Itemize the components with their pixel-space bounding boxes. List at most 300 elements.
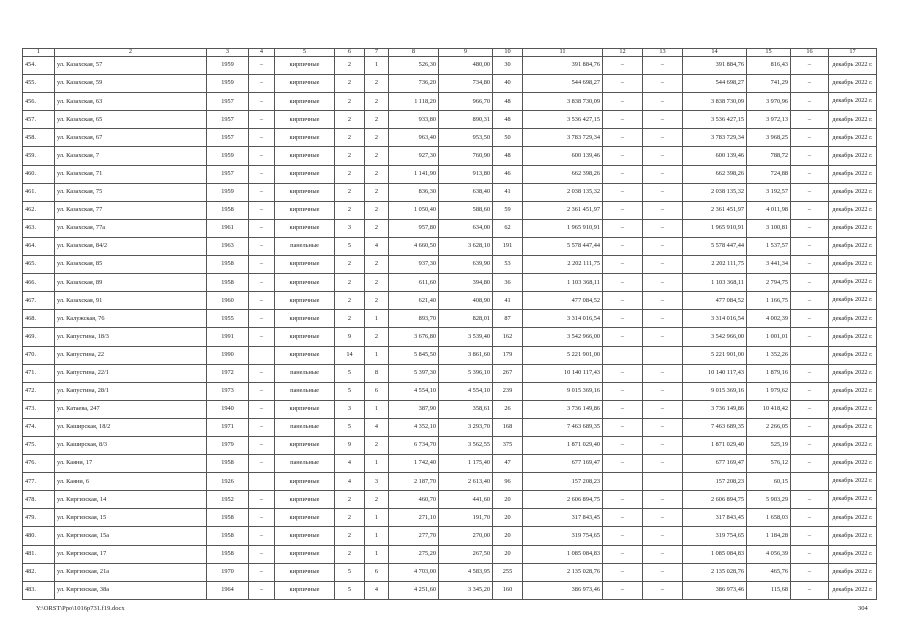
table-cell: декабрь 2022 г.: [829, 491, 877, 509]
table-cell: 457.: [23, 111, 55, 129]
table-cell: 394,80: [439, 274, 493, 292]
table-cell: –: [791, 93, 829, 111]
table-cell: –: [249, 75, 275, 93]
table-cell: –: [643, 219, 683, 237]
table-cell: 1 166,75: [747, 292, 791, 310]
table-cell: 788,72: [747, 147, 791, 165]
table-cell: 460.: [23, 165, 55, 183]
table-cell: 4: [365, 237, 389, 255]
table-cell: 3 861,60: [439, 346, 493, 364]
table-cell: 1 742,40: [389, 455, 439, 473]
table-cell: ул. Казахская, 7: [55, 147, 207, 165]
table-cell: кирпичные: [275, 473, 335, 491]
table-cell: 1: [365, 509, 389, 527]
table-row: [23, 201, 877, 219]
table-cell: 41: [493, 292, 523, 310]
table-cell: –: [643, 147, 683, 165]
table-cell: 760,90: [439, 147, 493, 165]
table-cell: 1: [365, 527, 389, 545]
table-cell: кирпичные: [275, 527, 335, 545]
table-cell: 1940: [207, 400, 249, 418]
table-cell: 391 884,76: [523, 57, 603, 75]
table-cell: –: [791, 183, 829, 201]
table-cell: –: [249, 201, 275, 219]
table-cell: 1972: [207, 364, 249, 382]
table-cell: 3 838 730,09: [683, 93, 747, 111]
table-cell: ул. Казахская, 77: [55, 201, 207, 219]
table-cell: 2 038 135,32: [683, 183, 747, 201]
table-cell: декабрь 2022 г.: [829, 328, 877, 346]
table-cell: 1957: [207, 111, 249, 129]
table-cell: 3 314 016,54: [683, 310, 747, 328]
table-cell: 3 314 016,54: [523, 310, 603, 328]
table-cell: 470.: [23, 346, 55, 364]
table-cell: 1: [365, 310, 389, 328]
table-cell: –: [603, 93, 643, 111]
table-cell: [603, 346, 643, 364]
table-cell: 741,29: [747, 75, 791, 93]
table-cell: кирпичные: [275, 129, 335, 147]
table-cell: 157 208,23: [683, 473, 747, 491]
table-row: [23, 129, 877, 147]
table-cell: 2 606 894,75: [523, 491, 603, 509]
table-cell: декабрь 2022 г.: [829, 473, 877, 491]
table-cell: 473.: [23, 400, 55, 418]
table-cell: [249, 473, 275, 491]
table-cell: ул. Капустина, 18/3: [55, 328, 207, 346]
table-cell: 1964: [207, 581, 249, 599]
table-cell: 7 463 689,35: [683, 418, 747, 436]
table-cell: –: [603, 292, 643, 310]
table-cell: 3 970,96: [747, 93, 791, 111]
table-cell: –: [643, 75, 683, 93]
column-number: 3: [207, 49, 249, 57]
table-cell: 4 011,98: [747, 201, 791, 219]
table-cell: 1 965 910,91: [683, 219, 747, 237]
table-cell: 1 050,40: [389, 201, 439, 219]
table-cell: 2: [335, 75, 365, 93]
table-cell: –: [249, 418, 275, 436]
table-cell: декабрь 2022 г.: [829, 455, 877, 473]
table-cell: 319 754,65: [683, 527, 747, 545]
table-cell: 1: [365, 400, 389, 418]
table-cell: 3 562,55: [439, 436, 493, 454]
table-cell: ул. Калужская, 76: [55, 310, 207, 328]
table-cell: –: [791, 455, 829, 473]
table-cell: кирпичные: [275, 545, 335, 563]
table-cell: кирпичные: [275, 183, 335, 201]
table-cell: ул. Киргизская, 17: [55, 545, 207, 563]
table-cell: 890,31: [439, 111, 493, 129]
table-cell: –: [791, 400, 829, 418]
table-cell: 375: [493, 436, 523, 454]
table-cell: 267: [493, 364, 523, 382]
table-cell: –: [643, 418, 683, 436]
footer-file-path: Y:\ORST\Ppo\1016p731.f19.docx: [36, 605, 125, 612]
table-cell: 2: [365, 219, 389, 237]
table-cell: 483.: [23, 581, 55, 599]
table-cell: 2: [335, 165, 365, 183]
table-cell: 191,70: [439, 509, 493, 527]
table-cell: 4: [335, 455, 365, 473]
table-cell: –: [249, 581, 275, 599]
table-cell: 481.: [23, 545, 55, 563]
table-row: [23, 147, 877, 165]
table-cell: –: [643, 237, 683, 255]
table-cell: 677 169,47: [683, 455, 747, 473]
table-cell: 6: [365, 563, 389, 581]
column-number: 1: [23, 49, 55, 57]
table-cell: 239: [493, 382, 523, 400]
table-cell: кирпичные: [275, 256, 335, 274]
table-cell: декабрь 2022 г.: [829, 183, 877, 201]
table-cell: 5 396,10: [439, 364, 493, 382]
table-cell: ул. Каяни, 6: [55, 473, 207, 491]
table-cell: –: [643, 527, 683, 545]
table-row: [23, 328, 877, 346]
table-cell: –: [643, 165, 683, 183]
table-cell: 2 613,40: [439, 473, 493, 491]
table-cell: кирпичные: [275, 581, 335, 599]
table-cell: 3 783 729,34: [683, 129, 747, 147]
table-cell: 2: [335, 527, 365, 545]
table-cell: –: [603, 165, 643, 183]
table-cell: 2: [335, 183, 365, 201]
table-cell: ул. Казахская, 65: [55, 111, 207, 129]
table-row: [23, 237, 877, 255]
table-cell: декабрь 2022 г.: [829, 527, 877, 545]
table-cell: 317 843,45: [523, 509, 603, 527]
table-cell: 677 169,47: [523, 455, 603, 473]
table-cell: кирпичные: [275, 147, 335, 165]
table-cell: 1 141,90: [389, 165, 439, 183]
table-cell: [249, 346, 275, 364]
table-cell: –: [643, 509, 683, 527]
table-cell: 2: [335, 274, 365, 292]
table-row: [23, 581, 877, 599]
table-cell: 474.: [23, 418, 55, 436]
table-cell: –: [603, 400, 643, 418]
table-cell: 8: [365, 364, 389, 382]
table-cell: 6: [365, 382, 389, 400]
table-cell: ул. Капустина, 22/1: [55, 364, 207, 382]
table-cell: 1 879,16: [747, 364, 791, 382]
table-cell: 2 361 451,97: [683, 201, 747, 219]
table-cell: 5: [335, 563, 365, 581]
table-cell: панельные: [275, 364, 335, 382]
table-cell: ул. Киргизская, 21а: [55, 563, 207, 581]
table-cell: 662 398,26: [683, 165, 747, 183]
table-cell: 408,90: [439, 292, 493, 310]
table-cell: 1 871 029,40: [683, 436, 747, 454]
table-cell: 2: [365, 165, 389, 183]
table-cell: 6 734,70: [389, 436, 439, 454]
table-cell: 4: [365, 581, 389, 599]
table-cell: ул. Киргизская, 38а: [55, 581, 207, 599]
table-cell: 2: [365, 201, 389, 219]
table-cell: ул. Казахская, 57: [55, 57, 207, 75]
table-cell: –: [791, 527, 829, 545]
table-cell: 60,15: [747, 473, 791, 491]
table-cell: ул. Киргизская, 15: [55, 509, 207, 527]
table-cell: –: [791, 491, 829, 509]
table-row: [23, 310, 877, 328]
table-cell: 465.: [23, 256, 55, 274]
column-number: 15: [747, 49, 791, 57]
table-cell: ул. Казахская, 77а: [55, 219, 207, 237]
table-cell: –: [643, 328, 683, 346]
table-cell: 638,40: [439, 183, 493, 201]
table-cell: 115,68: [747, 581, 791, 599]
table-cell: декабрь 2022 г.: [829, 237, 877, 255]
table-cell: кирпичные: [275, 400, 335, 418]
table-cell: 1973: [207, 382, 249, 400]
table-cell: –: [791, 328, 829, 346]
table-cell: –: [791, 201, 829, 219]
table-cell: 1 103 368,11: [523, 274, 603, 292]
header-row: [23, 49, 877, 57]
table-cell: 816,43: [747, 57, 791, 75]
table-cell: –: [791, 57, 829, 75]
table-cell: –: [603, 545, 643, 563]
table-cell: 96: [493, 473, 523, 491]
table-cell: ул. Казахская, 85: [55, 256, 207, 274]
table-cell: 600 139,46: [683, 147, 747, 165]
table-cell: 4 554,10: [439, 382, 493, 400]
table-cell: 1 184,28: [747, 527, 791, 545]
table-cell: кирпичные: [275, 165, 335, 183]
table-cell: 2 606 894,75: [683, 491, 747, 509]
table-cell: 3 542 966,00: [523, 328, 603, 346]
table-cell: кирпичные: [275, 436, 335, 454]
table-cell: –: [791, 165, 829, 183]
table-row: [23, 382, 877, 400]
table-cell: –: [249, 237, 275, 255]
table-cell: 2 794,75: [747, 274, 791, 292]
table-cell: –: [603, 563, 643, 581]
table-cell: [603, 473, 643, 491]
table-cell: 466.: [23, 274, 55, 292]
table-cell: 2 361 451,97: [523, 201, 603, 219]
table-cell: декабрь 2022 г.: [829, 509, 877, 527]
table-cell: 467.: [23, 292, 55, 310]
table-cell: панельные: [275, 382, 335, 400]
table-cell: 1958: [207, 545, 249, 563]
table-cell: [791, 473, 829, 491]
table-cell: 5: [335, 364, 365, 382]
table-cell: –: [791, 364, 829, 382]
table-cell: –: [791, 292, 829, 310]
table-cell: 456.: [23, 93, 55, 111]
table-cell: 576,12: [747, 455, 791, 473]
table-cell: 1957: [207, 93, 249, 111]
table-cell: 2: [335, 147, 365, 165]
table-cell: 2: [335, 111, 365, 129]
table-cell: ул. Каяни, 17: [55, 455, 207, 473]
table-cell: ул. Казахская, 59: [55, 75, 207, 93]
table-cell: 162: [493, 328, 523, 346]
table-cell: 2 187,70: [389, 473, 439, 491]
table-cell: 3 293,70: [439, 418, 493, 436]
table-cell: кирпичные: [275, 93, 335, 111]
table-cell: 1957: [207, 165, 249, 183]
table-cell: 4: [335, 473, 365, 491]
table-cell: 724,88: [747, 165, 791, 183]
table-cell: 2: [335, 201, 365, 219]
column-number: 12: [603, 49, 643, 57]
column-number: 2: [55, 49, 207, 57]
table-cell: –: [791, 75, 829, 93]
table-cell: 4 583,95: [439, 563, 493, 581]
table-cell: –: [249, 455, 275, 473]
table-cell: 953,50: [439, 129, 493, 147]
table-cell: 1961: [207, 219, 249, 237]
table-cell: –: [603, 57, 643, 75]
table-cell: –: [603, 328, 643, 346]
table-cell: декабрь 2022 г.: [829, 129, 877, 147]
table-cell: –: [791, 545, 829, 563]
table-cell: 4 002,39: [747, 310, 791, 328]
table-cell: декабрь 2022 г.: [829, 563, 877, 581]
table-cell: 1: [365, 57, 389, 75]
table-cell: 4 554,10: [389, 382, 439, 400]
table-cell: декабрь 2022 г.: [829, 400, 877, 418]
table-cell: ул. Киргизская, 15а: [55, 527, 207, 545]
table-row: [23, 292, 877, 310]
table-cell: кирпичные: [275, 111, 335, 129]
table-row: [23, 436, 877, 454]
table-cell: 30: [493, 57, 523, 75]
table-cell: 3 536 427,15: [683, 111, 747, 129]
table-cell: 927,30: [389, 147, 439, 165]
table-cell: 1 001,01: [747, 328, 791, 346]
table-cell: кирпичные: [275, 57, 335, 75]
table-cell: –: [643, 563, 683, 581]
table-cell: 600 139,46: [523, 147, 603, 165]
table-cell: 2: [335, 491, 365, 509]
column-number: 16: [791, 49, 829, 57]
table-cell: ул. Казахская, 67: [55, 129, 207, 147]
table-cell: –: [791, 436, 829, 454]
table-row: [23, 455, 877, 473]
table-cell: декабрь 2022 г.: [829, 292, 877, 310]
table-cell: 4 251,60: [389, 581, 439, 599]
table-cell: 3 192,57: [747, 183, 791, 201]
table-cell: декабрь 2022 г.: [829, 93, 877, 111]
table-cell: 2: [365, 292, 389, 310]
table-cell: 1958: [207, 256, 249, 274]
table-cell: –: [603, 436, 643, 454]
table-cell: панельные: [275, 418, 335, 436]
table-cell: 1 118,20: [389, 93, 439, 111]
table-cell: 5 221 901,00: [683, 346, 747, 364]
table-cell: –: [643, 310, 683, 328]
table-row: [23, 111, 877, 129]
table-cell: кирпичные: [275, 292, 335, 310]
table-cell: 3 539,40: [439, 328, 493, 346]
table-cell: 40: [493, 75, 523, 93]
table-cell: 1 085 084,83: [523, 545, 603, 563]
table-row: [23, 274, 877, 292]
table-cell: 386 973,46: [523, 581, 603, 599]
table-cell: 2: [365, 491, 389, 509]
table-cell: 277,70: [389, 527, 439, 545]
table-cell: –: [603, 364, 643, 382]
table-cell: 477 084,52: [523, 292, 603, 310]
table-cell: 1 085 084,83: [683, 545, 747, 563]
table-cell: –: [791, 256, 829, 274]
table-cell: –: [791, 509, 829, 527]
table-cell: 62: [493, 219, 523, 237]
table-cell: 5: [335, 237, 365, 255]
column-number: 9: [439, 49, 493, 57]
column-number: 14: [683, 49, 747, 57]
table-cell: 2: [335, 256, 365, 274]
table-cell: 3: [335, 219, 365, 237]
table-cell: 87: [493, 310, 523, 328]
table-cell: ул. Казахская, 84/2: [55, 237, 207, 255]
table-cell: 2 038 135,32: [523, 183, 603, 201]
table-cell: 1991: [207, 328, 249, 346]
table-row: [23, 545, 877, 563]
table-cell: 461.: [23, 183, 55, 201]
table-cell: –: [643, 201, 683, 219]
table-cell: 5: [335, 382, 365, 400]
table-cell: 611,60: [389, 274, 439, 292]
table-cell: 479.: [23, 509, 55, 527]
table-cell: 1959: [207, 75, 249, 93]
table-cell: кирпичные: [275, 201, 335, 219]
table-cell: –: [643, 382, 683, 400]
table-cell: 3 783 729,34: [523, 129, 603, 147]
table-cell: 9 015 369,16: [523, 382, 603, 400]
table-cell: 2: [365, 183, 389, 201]
table-cell: 2: [335, 57, 365, 75]
table-cell: 3 736 149,86: [683, 400, 747, 418]
table-cell: 2: [335, 93, 365, 111]
table-cell: –: [643, 111, 683, 129]
table-cell: кирпичные: [275, 310, 335, 328]
table-cell: 458.: [23, 129, 55, 147]
table-cell: –: [249, 147, 275, 165]
table-cell: –: [603, 111, 643, 129]
table-cell: ул. Капустина, 22: [55, 346, 207, 364]
column-number: 6: [335, 49, 365, 57]
table-cell: 41: [493, 183, 523, 201]
table-cell: 836,30: [389, 183, 439, 201]
table-cell: кирпичные: [275, 274, 335, 292]
table-cell: 463.: [23, 219, 55, 237]
register-table: [22, 48, 876, 600]
table-cell: 2: [365, 111, 389, 129]
table-cell: 2: [365, 436, 389, 454]
table-cell: 734,80: [439, 75, 493, 93]
column-number: 13: [643, 49, 683, 57]
table-cell: 1 352,26: [747, 346, 791, 364]
table-cell: 1: [365, 455, 389, 473]
table-cell: 465,76: [747, 563, 791, 581]
table-row: [23, 527, 877, 545]
table-cell: –: [603, 237, 643, 255]
table-cell: 3 736 149,86: [523, 400, 603, 418]
table-cell: –: [249, 274, 275, 292]
table-cell: –: [643, 364, 683, 382]
table-cell: 20: [493, 509, 523, 527]
table-cell: 5 845,50: [389, 346, 439, 364]
table-cell: –: [643, 436, 683, 454]
table-cell: 2: [335, 129, 365, 147]
table-cell: 462.: [23, 201, 55, 219]
